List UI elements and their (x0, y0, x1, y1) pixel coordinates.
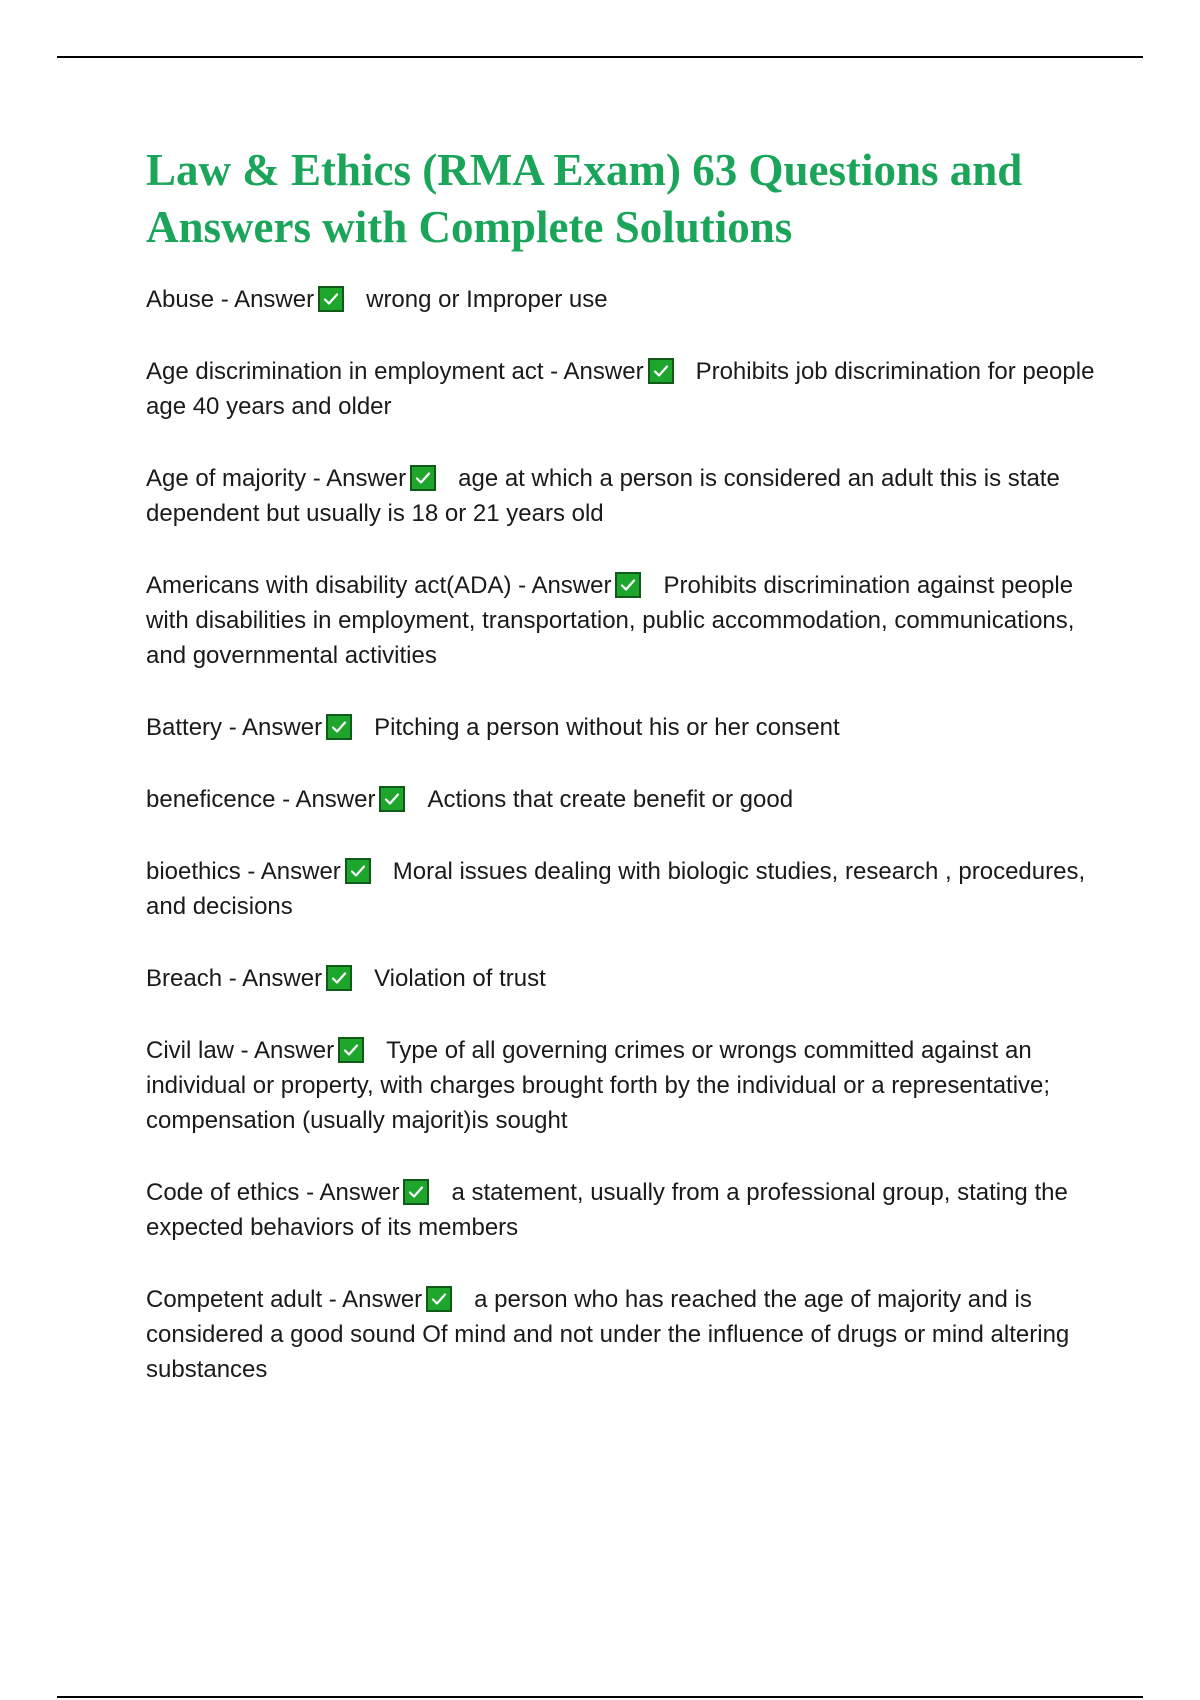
qa-entry: Americans with disability act(ADA) - Answer Prohibits discrimination against people with disabilities in employment, transportation, public accommodation, communications, and governmental activities (146, 572, 1075, 669)
qa-list (146, 282, 1096, 1387)
check-mark-icon (326, 965, 352, 991)
entry-answer: Actions that create benefit or good (427, 786, 794, 813)
check-mark-icon (318, 286, 344, 312)
entry-term: bioethics (146, 858, 241, 885)
entry-answer: Violation of trust (374, 965, 546, 992)
check-mark-icon (338, 1037, 364, 1063)
check-mark-icon (426, 1286, 452, 1312)
entry-answer: Type of all governing crimes or wrongs committed against an individual or property, with charges brought forth by the individual or a representative; compensation (usually majorit)is sought (146, 1037, 1051, 1134)
document-title: Law & Ethics (RMA Exam) 63 Questions and Answers with Complete Solutions (146, 145, 1023, 252)
check-mark-icon (615, 572, 641, 598)
qa-entry: Abuse - Answer wrong or Improper use (146, 286, 608, 313)
entry-answer: Pitching a person without his or her consent (374, 714, 840, 741)
entry-answer: a statement, usually from a professional group, stating the expected behaviors of its members (146, 1179, 1068, 1241)
entry-term: Code of ethics (146, 1179, 300, 1206)
qa-entry: bioethics - Answer Moral issues dealing with biologic studies, research , procedures, and decisions (146, 858, 1086, 920)
answer-label: Answer (319, 1179, 400, 1206)
check-mark-icon (403, 1179, 429, 1205)
entry-term: Age discrimination in employment act (146, 358, 544, 385)
qa-entry: Competent adult - Answer a person who has reached the age of majority and is considered a good sound Of mind and not under the influence of drugs or mind altering substances (146, 1286, 1070, 1383)
qa-entry: Civil law - Answer Type of all governing crimes or wrongs committed against an individual or property, with charges brought forth by the individual or a representative; compensation (usually majorit)is sought (146, 1037, 1051, 1134)
answer-label: Answer (242, 965, 323, 992)
answer-label: Answer (563, 358, 644, 385)
answer-label: Answer (295, 786, 376, 813)
qa-entry: Battery - Answer Pitching a person without his or her consent (146, 714, 840, 741)
entry-answer: age at which a person is considered an adult this is state dependent but usually is 18 or 21 years old (146, 465, 1060, 527)
entry-answer: Moral issues dealing with biologic studies, research , procedures, and decisions (146, 858, 1086, 920)
entry-answer: a person who has reached the age of majority and is considered a good sound Of mind and not under the influence of drugs or mind altering substances (146, 1286, 1070, 1383)
answer-label: Answer (260, 858, 341, 885)
qa-entry: Age of majority - Answer age at which a person is considered an adult this is state dependent but usually is 18 or 21 years old (146, 465, 1060, 527)
answer-label: Answer (531, 572, 612, 599)
answer-label: Answer (254, 1037, 335, 1064)
entry-term: Age of majority (146, 465, 307, 492)
entry-term: Abuse (146, 286, 215, 313)
answer-label: Answer (342, 1286, 423, 1313)
check-mark-icon (410, 465, 436, 491)
qa-entry: Breach - Answer Violation of trust (146, 965, 546, 992)
document-body (146, 142, 1096, 1424)
entry-answer: Prohibits discrimination against people with disabilities in employment, transportation, public accommodation, communications, and governmental activities (146, 572, 1075, 669)
entry-answer: Prohibits job discrimination for people age 40 years and older (146, 358, 1095, 420)
answer-label: Answer (326, 465, 407, 492)
check-mark-icon (648, 358, 674, 384)
answer-label: Answer (234, 286, 315, 313)
top-rule (57, 56, 1143, 58)
entry-term: Civil law (146, 1037, 235, 1064)
entry-answer: wrong or Improper use (366, 286, 608, 313)
qa-entry: Code of ethics - Answer a statement, usually from a professional group, stating the expected behaviors of its members (146, 1179, 1068, 1241)
answer-label: Answer (242, 714, 323, 741)
check-mark-icon (326, 714, 352, 740)
entry-term: Breach (146, 965, 223, 992)
entry-term: Competent adult (146, 1286, 323, 1313)
check-mark-icon (379, 786, 405, 812)
bottom-rule (57, 1696, 1143, 1698)
check-mark-icon (345, 858, 371, 884)
entry-term: beneficence (146, 786, 276, 813)
qa-entry: Age discrimination in employment act - Answer Prohibits job discrimination for people age 40 years and older (146, 358, 1095, 420)
qa-entry: beneficence - Answer Actions that create benefit or good (146, 786, 794, 813)
entry-term: Battery (146, 714, 223, 741)
entry-term: Americans with disability act(ADA) (146, 572, 512, 599)
